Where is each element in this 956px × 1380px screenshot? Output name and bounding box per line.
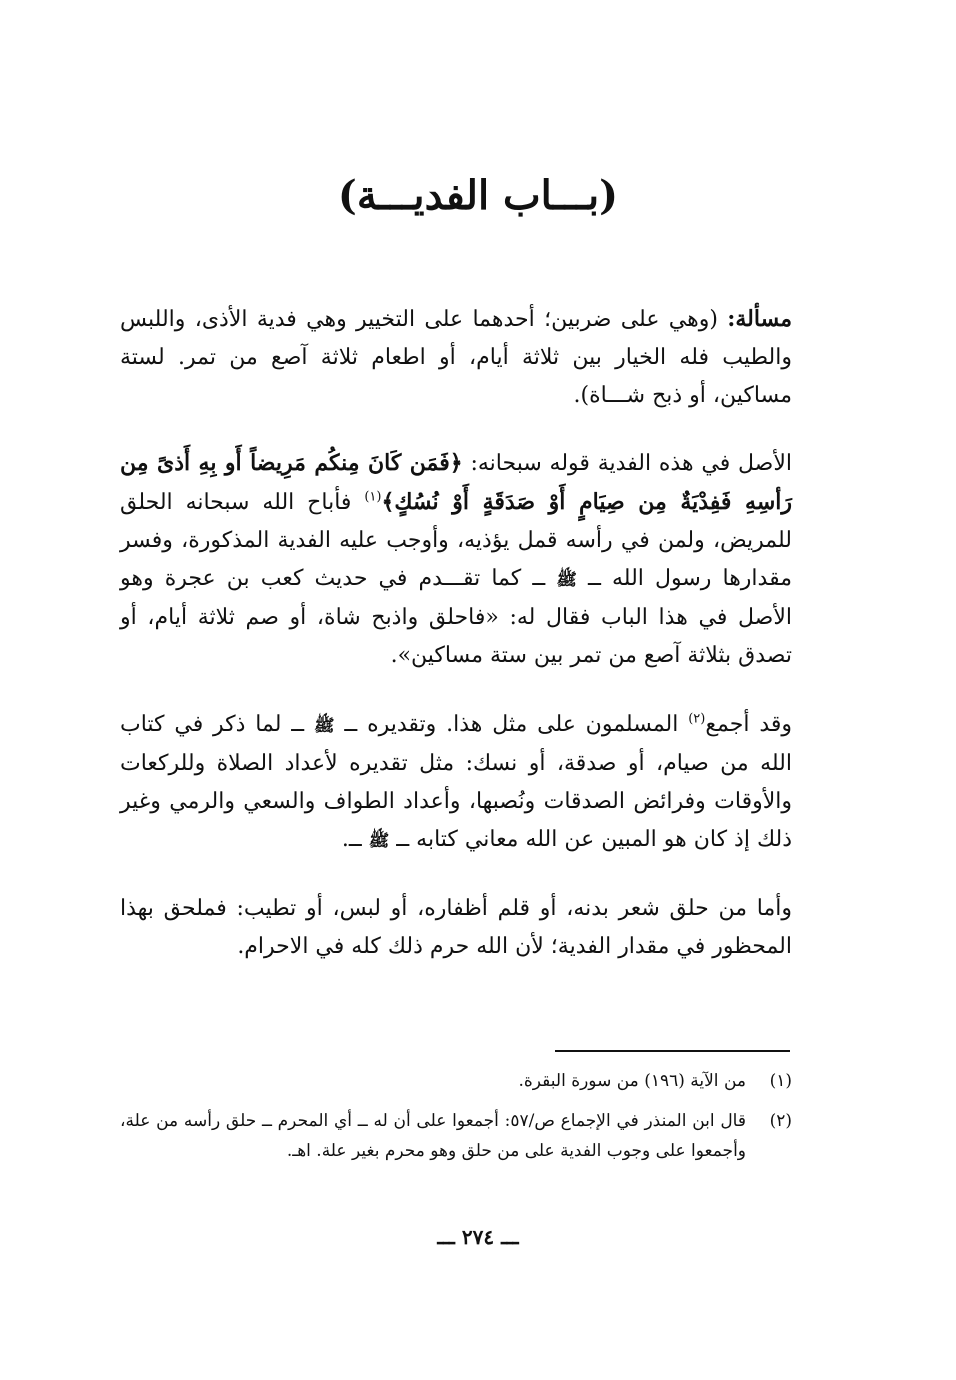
paragraph-consensus [120,706,792,860]
consensus-text-1: وقد أجمع [705,712,793,737]
footnote-ref-2: (٢) [688,711,706,727]
quran-verse: ﴿فَمَن كَانَ مِنكُم مَرِيضاً أَو بِهِ أَذىً مِن رَأسِهِ فَفِدْيَةٌ مِن صِيَامٍ أَوْ صَدَقَةٍ أَوْ نُسُكٍ﴾ [120,450,792,515]
footnote-number: (١) [769,1071,792,1091]
page-number: ـــ ٢٧٤ ـــ [437,1225,519,1249]
footnote-text: قال ابن المنذر في الإجماع ص/٥٧: أجمعوا على أن له ــ أي المحرم ــ حلق رأسه من علة، وأجمعوا على وجوب الفدية على من حلق وهو محرم بغير علة. اهـ. [120,1111,746,1161]
footnote-ref-1: (١) [364,489,382,505]
footnote-divider [555,1050,790,1052]
paragraph-analogy [120,890,792,966]
consensus-text-2: المسلمون على مثل هذا. وتقديره ــ [334,712,689,737]
analogy-text: وأما من حلق شعر بدنه، أو قلم أظفاره، أو لبس، أو تطيب: فملحق بهذا المحظور في مقدار الفدية؛ لأن الله حرم ذلك كله في الاحرام. [120,896,792,959]
consensus-text-3: ــ لما ذكر في كتاب الله من صيام، أو صدقة، أو نسك: مثل تقديره لأعداد الصلاة وللركعات والأوقات وفرائض الصدقات ونُصبها، وأعداد الطواف والسعي والرمي وغير ذلك إذ كان هو المبين عن الله معاني كتابه ــ [120,712,792,852]
issue-label: مسألة: [727,306,792,332]
footnote-1 [120,1066,792,1096]
evidence-text-1: فأباح الله سبحانه الحلق للمريض، ولمن في رأسه قمل يؤذيه، وأوجب عليه الفدية المذكورة، وفسر مقدارها رسول الله ــ [120,490,792,591]
honorific-symbol: ﷺ [556,570,577,590]
paragraph-quran-evidence [120,444,792,675]
evidence-intro: الأصل في هذه الفدية قوله سبحانه: [462,451,792,476]
paragraph-mas-ala [120,300,792,415]
honorific-symbol: ﷺ [368,831,390,851]
consensus-text-4: ــ. [341,827,369,852]
evidence-text-2: ــ كما تقـــدم في حديث كعب بن عجرة وهو الأصل في هذا الباب فقال له: «فاحلق واذبح شاة، أو صم ثلاثة أيام، أو تصدق بثلاثة آصع من تمر بين ستة مساكين». [120,566,792,668]
chapter-title: (بـــاب الفديـــة) [337,172,619,219]
footnote-number: (٢) [769,1111,792,1131]
honorific-symbol: ﷺ [313,716,335,736]
footnote-text: من الآية (١٩٦) من سورة البقرة. [518,1071,746,1091]
issue-text: (وهي على ضربين؛ أحدهما على التخيير وهي فدية الأذى، واللبس والطيب فله الخيار بين ثلاثة أيام، أو اطعام ثلاثة آصع من تمر. لستة مساكين، أو ذبح شـــاة). [120,307,792,408]
footnotes [120,1066,792,1176]
footnote-2 [120,1106,792,1166]
